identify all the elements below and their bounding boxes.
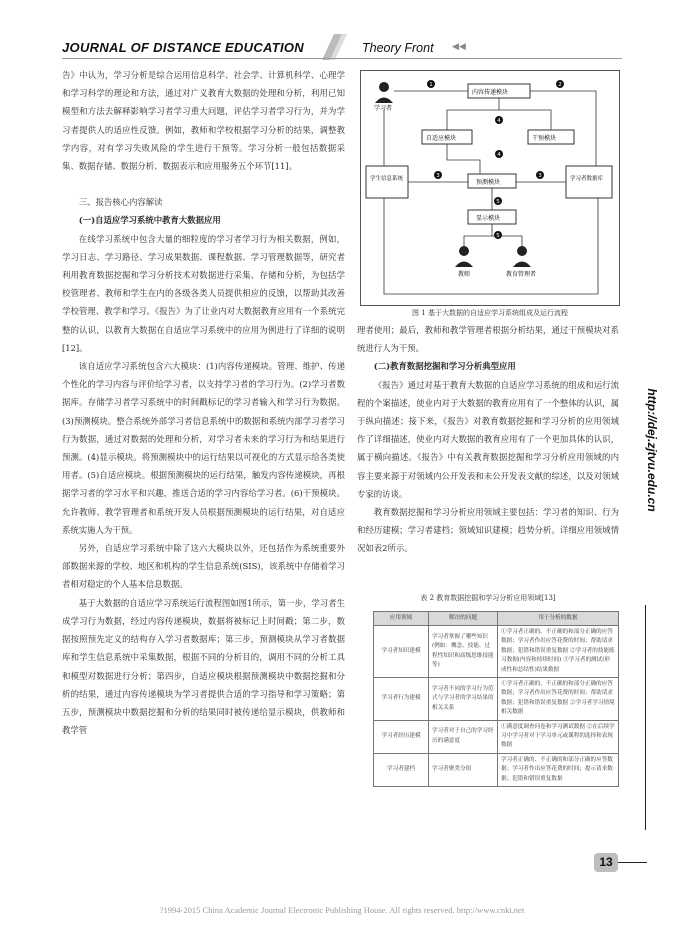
paragraph: 基于大数据的自适应学习系统运行流程图如图1所示，第一步，学习者生成学习行为数据，经过内容传递模块，数据将被标记上时间戳；第二步，数据按照预先定义的结构存入学习者数据库；第三步，预测模块从学习者数据库和学生信息系统中采集数据，根据不同的分析目的，调用不同的分析工具和模型对数据进行分析；第四步，自适应模块根据预测模块中数据挖掘和分析的结果，通过内容传递模块为学习者提供合适的学习指导和学习策略；第五步，预测模块中数据挖掘和分析的结果同时被传递给显示模块，供教师和教学管 [62, 597, 345, 736]
left-column [62, 66, 345, 739]
table-row [374, 626, 619, 678]
table-caption: 表 2 教育数据挖掘和学习分析应用领域[13] [420, 594, 556, 602]
paragraph: 理者使用；最后，教师和教学管理者根据分析结果，通过干预模块对系统进行人为干预。 [357, 325, 619, 354]
page-number: 13 [594, 853, 618, 872]
step-marker: 5 [496, 233, 500, 239]
step-marker: 3 [538, 173, 542, 179]
header-slash-decoration [322, 34, 350, 60]
table-cell: ①学习者正确的、不正确的和部分正确的应答数据；学习者作出应答花费的时间；帮助请求数据；犯错和错误重复数据 ②学习者学习情境相关数据 [498, 678, 619, 721]
content-module-label: 内容传递模块 [472, 89, 509, 96]
side-rule [645, 605, 646, 830]
right-column [357, 321, 619, 558]
side-url-vertical [633, 300, 659, 600]
paragraph: 在线学习系统中包含大量的细粒度的学习者学习行为相关数据，例如，学习日志、学习路径、学习成果数据、课程数据、学习管理数据等，研究者利用教育数据挖掘和学习分析技术对数据进行采集、存储和分析，为包括学校管理者、教师和学生在内的各级各类人员提供相应的反馈，以帮助其改善学校管理、教学和学习。《报告》为了让业内对大数据教育应用有一个系统完整的认识，以教育大数据在自适应学习系统中的应用为例进行了详细的说明[12]。 [62, 233, 345, 353]
step-marker: 4 [497, 152, 501, 158]
display-module-label: 显示模块 [476, 215, 501, 222]
table-cell: 学习者经历建模 [374, 720, 429, 753]
table-cell: 学习者行为建模 [374, 678, 429, 721]
table-cell: 学习者掌握了哪些知识(例如：概念、技能、过程性知识和高级思维技能等) [429, 626, 498, 678]
teacher-icon [455, 246, 473, 267]
table-cell: 学习者对于自己的学习经历的满意度 [429, 720, 498, 753]
section-arrows-icon: ◀◀ [452, 42, 466, 52]
paragraph: 该自适应学习系统包含六大模块：(1)内容传递模块。管理、维护、传递个性化的学习内容与评价给学习者，以支持学习者的学习行为。(2)学习者数据库。存储学习者学习系统中的时间戳标记的学习者输入和学习行为数据。(3)预测模块。整合系统外部学习者信息系统中的数据和系统内部学习者学习行为数据，通过对数据的处理和分析，对学习者未来的学习行为和结果进行预测。(4)显示模块。将预测模块中的运行结果以可视化的方式显示给各类使用者。(5)自适应模块。根据预测模块的运行结果，触发内容传递模块，再根据学习者的学习水平和兴趣，推送合适的学习内容给学习者。(6)干预模块。允许教师、教学管理者和系统开发人员根据预测模块的运行结果，对自适应系统实施人为干预。 [62, 361, 345, 535]
step-marker: 5 [496, 199, 500, 205]
copyright-footer: ?1994-2015 China Academic Journal Electronic Publishing House. All rights reserved. http://www.cnki.net [159, 905, 525, 915]
table-header-row [374, 612, 619, 626]
figure-1-flowchart [360, 70, 620, 306]
section-label: Theory Front [362, 41, 434, 55]
table-row [374, 753, 619, 786]
learner-icon [375, 82, 393, 103]
section-heading: 三、报告核心内容解读 [78, 197, 163, 208]
svg-text:http://dej.zjtvu.edu.cn: http://dej.zjtvu.edu.cn [645, 388, 659, 512]
paragraph: 另外，自适应学习系统中除了这六大模块以外，还包括作为系统重要外部数据来源的学校、地区和机构的学生信息系统(SIS)，该系统中存储着学习者相对稳定的个人基本信息数据。 [62, 543, 345, 590]
admin-icon [513, 246, 531, 267]
page-number-rule [618, 862, 647, 863]
step-marker: 3 [436, 173, 440, 179]
subsection-heading: (二)教育数据挖掘和学习分析典型应用 [373, 361, 516, 372]
journal-title: JOURNAL OF DISTANCE EDUCATION [62, 40, 304, 55]
table-row [374, 720, 619, 753]
table-cell: 学习者正确的、不正确的和部分正确的应答数据；学习者作出应答花费的时间；提示请求数据；犯错和错误重复数据 [498, 753, 619, 786]
table-row [374, 678, 619, 721]
paragraph: 《报告》通过对基于教育大数据的自适应学习系统的组成和运行流程的个案描述，使业内对于大数据的教育应用有了一个整体的认识，属于纵向描述；接下来，《报告》对教育数据挖掘和学习分析的应用领域作了详细描述，使业内对大数据的教育应用有了一个更加具体的认识，属于横向描述。《报告》中有关教育数据挖掘和学习分析应用领域的内容主要来源于对领域内公开发表和未公开发表文献的综述，以及对领域专家的访谈。 [357, 379, 619, 499]
application-areas-table [373, 611, 619, 787]
figure-caption: 图 1 基于大数据的自适应学习系统组成及运行流程 [412, 309, 568, 317]
paragraph: 告》中认为，学习分析是综合运用信息科学、社会学、计算机科学、心理学和学习科学的理论和方法，通过对广义教育大数据的处理和分析，利用已知模型和方法去解释影响学习者学习重大问题，评估学习者学习行为，并为学习者提供人的适应性反馈。例如，教师和学校根据学习分析的结果，调整教学内容，对有学习失败风险的学生进行干预等。学习分析一般包括数据采集、数据存储、数据分析、数据表示和应用服务五个环节[11]。 [62, 70, 345, 172]
table-cell: 学习者建档 [374, 753, 429, 786]
sis-box [366, 166, 408, 198]
table-header-cell: 应用领域 [374, 612, 429, 626]
learner-label: 学习者 [374, 105, 393, 112]
table-cell: 学习者知识建模 [374, 626, 429, 678]
learner-db-label: 学习者数据库 [570, 176, 604, 182]
table-cell: ①学习者正确的、不正确的和部分正确的应答数据；学习者作出应答花费的时间；帮助请求数据；犯错和错误重复数据 ②学习者的技能练习数据(内容和持续时间) ③学习者的测试(形成性和总结性)结果数据 [498, 626, 619, 678]
table-cell: 学习者聚类分组 [429, 753, 498, 786]
step-marker: 2 [558, 82, 562, 88]
adaptive-module-label: 自适应模块 [426, 135, 457, 142]
learner-db-box [566, 166, 612, 198]
table-header-cell: 解决的问题 [429, 612, 498, 626]
sis-label: 学生信息系统 [370, 176, 404, 182]
teacher-label: 教师 [458, 271, 471, 278]
table-cell: ①满意度调查问卷和学习测试数据 ②在后续学习中学习者对于学习单元或课程的选择和表现数据 [498, 720, 619, 753]
step-marker: 4 [497, 118, 501, 124]
paragraph: 教育数据挖掘和学习分析应用领域主要包括：学习者的知识、行为和经历建模；学习者建档；领域知识建模；趋势分析。详细应用领域情况如表2所示。 [357, 507, 619, 554]
table-cell: 学习者不同的学习行为范式与学习者的学习结果的相关关系 [429, 678, 498, 721]
admin-label: 教育管理者 [506, 271, 537, 278]
table-header-cell: 用于分析的数据 [498, 612, 619, 626]
header-rule [62, 58, 622, 59]
intervention-module-label: 干预模块 [532, 135, 557, 142]
subsection-heading: (一)自适应学习系统中教育大数据应用 [78, 215, 221, 226]
predict-module-label: 预测模块 [476, 179, 501, 186]
step-marker: 1 [429, 82, 433, 88]
